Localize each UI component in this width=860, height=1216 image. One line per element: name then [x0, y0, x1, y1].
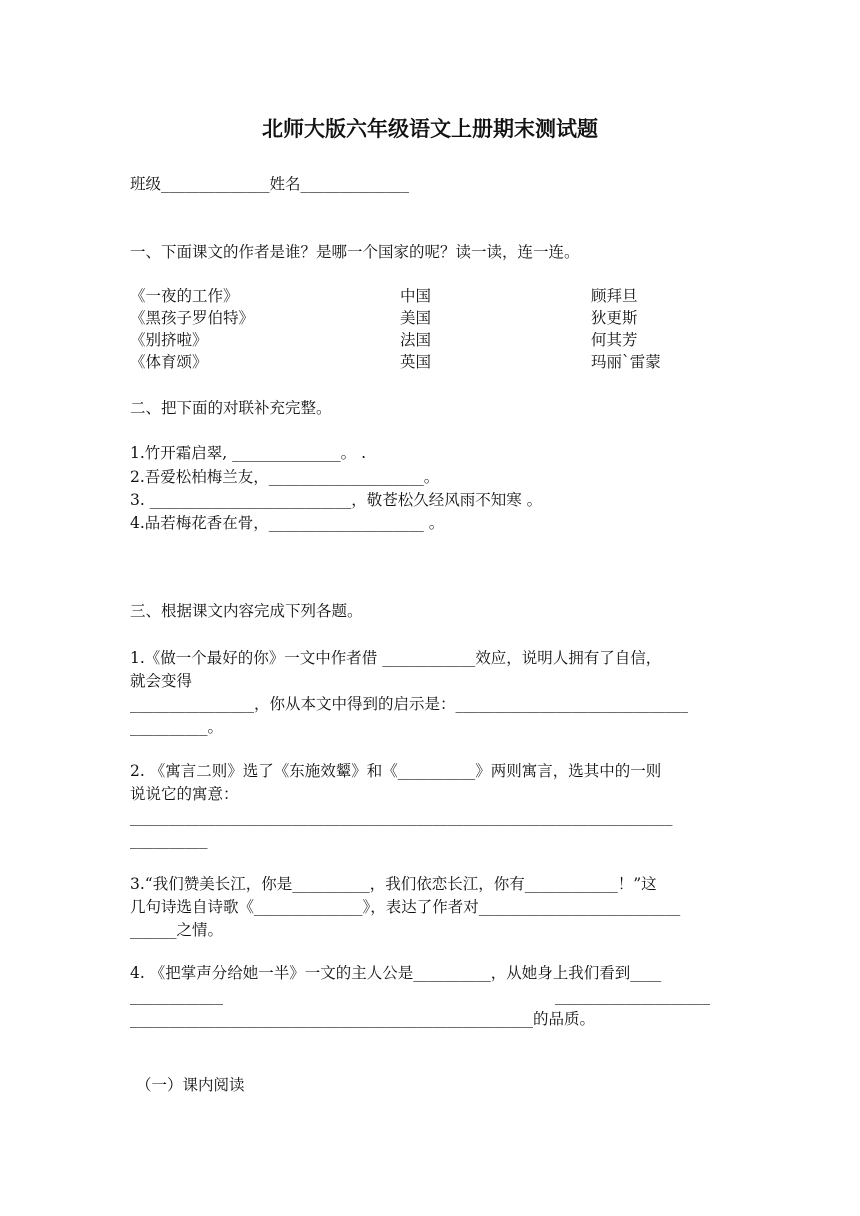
- country-name: 中国: [400, 287, 432, 305]
- question-3-line: 几句诗选自诗歌《______________》，表达了作者对__________________________: [130, 898, 681, 916]
- question-1-line: 1.《做一个最好的你》一文中作者借 ____________效应，说明人拥有了自信，: [130, 649, 662, 667]
- question-4-line: 4. 《把掌声分给她一半》一文的主人公是__________，从她身上我们看到____: [130, 964, 662, 982]
- work-title: 《一夜的工作》: [130, 287, 239, 305]
- question-2-line: 说说它的寓意：: [130, 785, 239, 803]
- author-name: 何其芳: [591, 331, 638, 349]
- couplet-item: 1.竹开霜启翠, ______________。 .: [130, 444, 366, 462]
- section1-heading: 一、下面课文的作者是谁？是哪一个国家的呢？读一读，连一连。: [130, 243, 580, 261]
- author-name: 顾拜旦: [591, 287, 638, 305]
- country-name: 美国: [400, 309, 432, 327]
- question-4-line: ____________________________________________________的品质。: [130, 1010, 596, 1028]
- question-3-line: 3.“我们赞美长江，你是__________，我们依恋长江，你有____________！”这: [130, 875, 657, 893]
- work-title: 《别挤啦》: [130, 331, 208, 349]
- question-1-line: ________________，你从本文中得到的启示是：______________________________: [130, 695, 689, 713]
- question-4-line: ____________: [130, 987, 223, 1005]
- couplet-item: 3. __________________________，敬苍松久经风雨不知寒 。: [130, 491, 543, 509]
- couplet-item: 2.吾爱松柏梅兰友，____________________。: [130, 468, 440, 486]
- question-4-line: ____________________: [555, 987, 710, 1005]
- page-title: 北师大版六年级语文上册期末测试题: [262, 116, 598, 141]
- author-name: 狄更斯: [591, 309, 638, 327]
- couplet-item: 4.品若梅花香在骨，____________________ 。: [130, 514, 445, 532]
- section2-heading: 二、把下面的对联补充完整。: [130, 399, 332, 417]
- country-name: 法国: [400, 331, 432, 349]
- question-2-line: ______________________________________________________________________: [130, 808, 673, 826]
- question-3-line: ______之情。: [130, 921, 224, 939]
- author-name: 玛丽`雷蒙: [591, 353, 661, 371]
- question-2-line: 2. 《寓言二则》选了《东施效颦》和《__________》两则寓言，选其中的一则: [130, 762, 662, 780]
- reading-heading: （一）课内阅读: [136, 1076, 245, 1094]
- class-name-line: 班级______________姓名______________: [130, 175, 410, 193]
- question-2-line: __________: [130, 831, 208, 849]
- question-1-line: 就会变得: [130, 672, 193, 690]
- work-title: 《黑孩子罗伯特》: [130, 309, 255, 327]
- work-title: 《体育颂》: [130, 353, 208, 371]
- section3-heading: 三、根据课文内容完成下列各题。: [130, 602, 363, 620]
- country-name: 英国: [400, 353, 432, 371]
- question-1-line: __________。: [130, 718, 224, 736]
